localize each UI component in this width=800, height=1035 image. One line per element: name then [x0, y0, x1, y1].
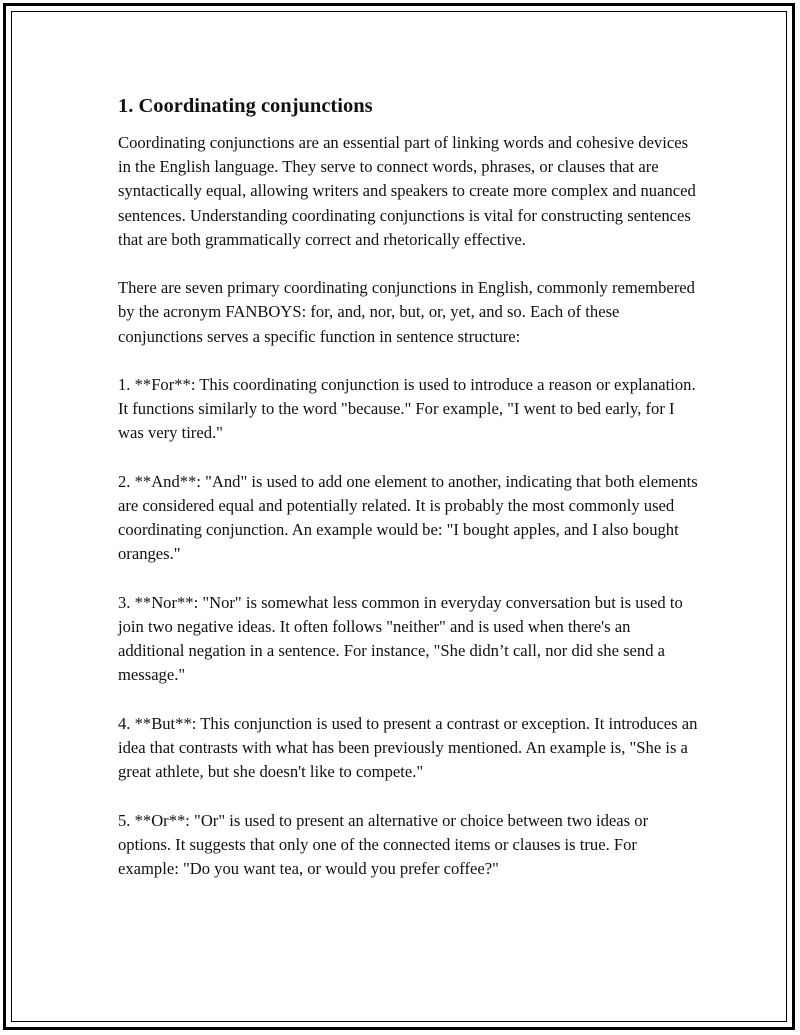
section-heading: 1. Coordinating conjunctions — [118, 95, 373, 117]
fanboys-paragraph: There are seven primary coordinating conjunctions in English, commonly remembered by the acronym FANBOYS: for, and, nor, but, or, yet, and so. Each of these conjunctions serves a specific function in sentence structure: — [118, 278, 695, 346]
list-item-for: 1. **For**: This coordinating conjunction is used to introduce a reason or explanation. It functions similarly to the word "because." For example, "I went to bed early, for I was very tired." — [118, 375, 696, 443]
list-item-nor: 3. **Nor**: "Nor" is somewhat less common in everyday conversation but is used to join two negative ideas. It often follows "neither" and is used when there's an additional negation in a sentence. For instance, "She didn’t call, nor did she send a message." — [118, 592, 683, 685]
document-body — [118, 92, 698, 905]
list-item-or: 5. **Or**: "Or" is used to present an alternative or choice between two ideas or options. It suggests that only one of the connected items or clauses is true. For example: "Do you want tea, or would you prefer coffee?" — [118, 810, 649, 878]
list-item-and: 2. **And**: "And" is used to add one element to another, indicating that both elements are considered equal and potentially related. It is probably the most commonly used coordinating conjunction. An example would be: "I bought apples, and I also bought oranges." — [118, 471, 698, 564]
list-item-but: 4. **But**: This conjunction is used to present a contrast or exception. It introduces an idea that contrasts with what has been previously mentioned. An example is, "She is a great athlete, but she doesn't like to compete." — [118, 713, 698, 782]
intro-paragraph: Coordinating conjunctions are an essential part of linking words and cohesive devices in the English language. They serve to connect words, phrases, or clauses that are syntactically equal, allowing writers and speakers to create more complex and nuanced sentences. Understanding coordinating conjunctions is vital for constructing sentences that are both grammatically correct and rhetorically effective. — [118, 133, 696, 249]
